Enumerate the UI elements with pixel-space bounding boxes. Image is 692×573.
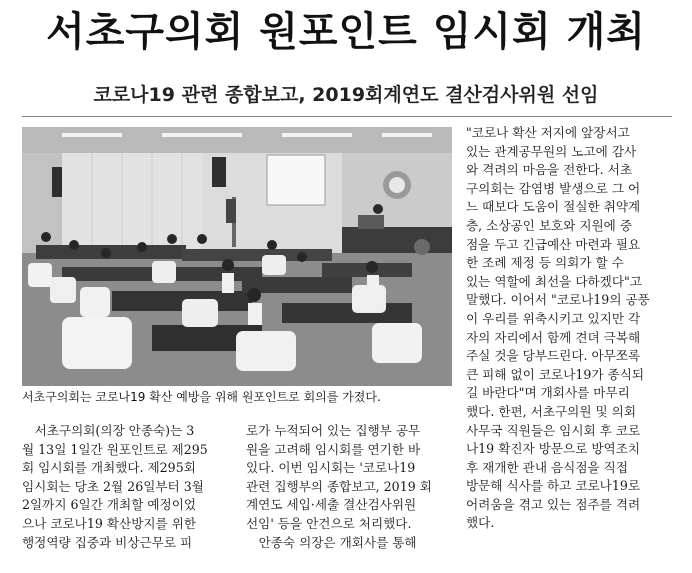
article-column-1: 서초구의회(의장 안종숙)는 3 월 13일 1일간 원포인트로 제295 회 임시회를 개최했다. 제295회 임시회는 당초 2월 26일부터 3월 2일까지 6일간 개최할 예정이었 으나 코로나19 확산방지를 위한 행정역량 집중과 비상근무로 피	[22, 423, 208, 550]
article-column-2: 로가 누적되어 있는 집행부 공무 원을 고려해 임시회를 연기한 바 있다. 이번 임시회는 '코로나19 관련 집행부의 종합보고, 2019 회 계연도 세입·세출 결산검사위원 선임' 등을 안건으로 처리했다. 안종숙 의장은 개회사를 통해	[246, 423, 432, 550]
photo-caption: 서초구의회는 코로나19 확산 예방을 위해 원포인트로 회의를 가졌다.	[22, 390, 381, 404]
article-column-3: "코로나 확산 저지에 앞장서고 있는 관계공무원의 노고에 감사 와 격려의 마음을 전한다. 서초 구의회는 감염병 발생으로 그 어 느 때보다 도움이 절실한 취약계 층, 소상공인 보호와 지원에 중 점을 두고 긴급예산 마련과 필요 한 조례 제정 등 의회가 할 수 있는 역할에 최선을 다하겠다"고 말했다. 이어서 "코로나19의 공풍 이 우리를 위축시키고 있지만 각 자의 자리에서 함께 견뎌 극복해 주실 것을 당부드린다. 아무쪼록 큰 피해 없이 코로나19가 종식되 길 바란다"며 개회사를 마무리 했다. 한편, 서초구의원 및 의회 사무국 직원들은 임시회 후 코로 나19 확진자 방문으로 방역조치 후 재개한 관내 음식점을 직접 방문해 식사를 하고 코로나19로 어려움을 겪고 있는 점주를 격려 했다.	[466, 125, 650, 531]
subheadline: 코로나19 관련 종합보고, 2019회계연도 결산검사위원 선임	[93, 84, 599, 106]
divider	[22, 116, 672, 117]
council-chamber-photo	[22, 127, 452, 386]
headline: 서초구의회 원포인트 임시회 개최	[46, 9, 646, 55]
